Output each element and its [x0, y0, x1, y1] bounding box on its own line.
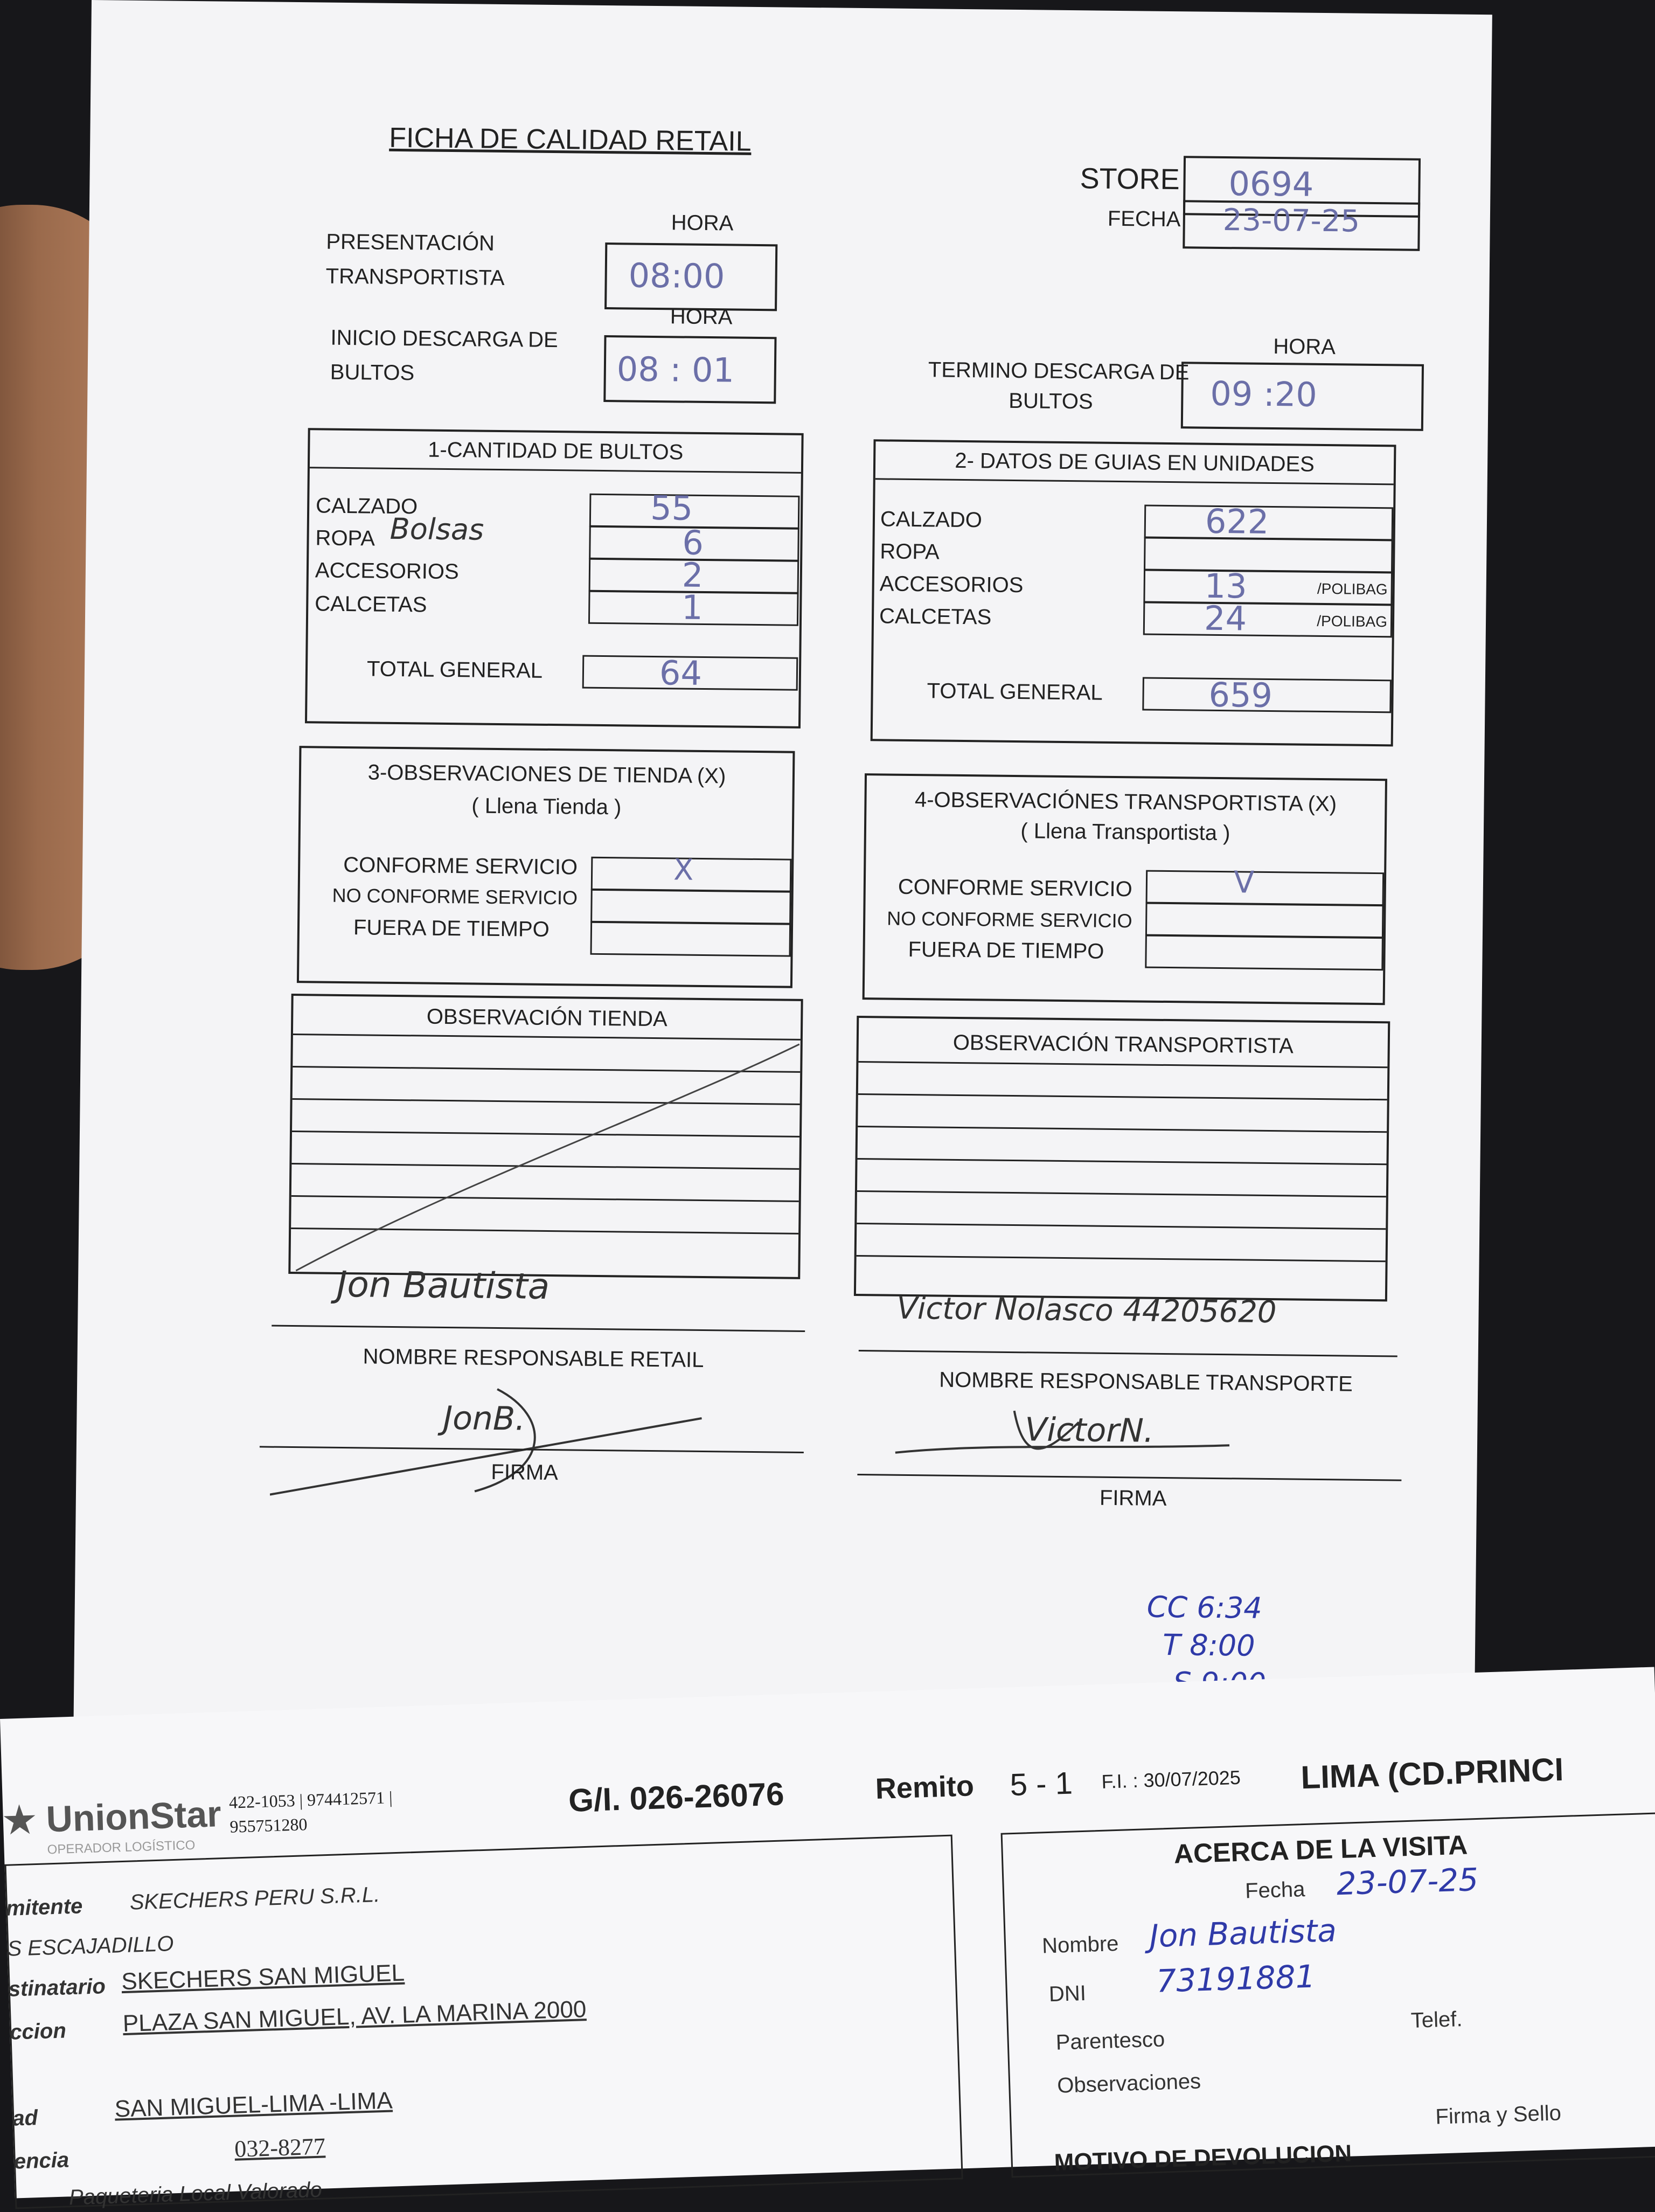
retail-firma-label: FIRMA — [491, 1460, 559, 1485]
observacion-transp-label: OBSERVACIÓN TRANSPORTISTA — [952, 1030, 1294, 1058]
fecha-box — [1183, 200, 1420, 251]
obs-tienda-fuera: FUERA DE TIEMPO — [353, 916, 550, 941]
obs-transp-cell-fuera — [1145, 935, 1383, 971]
presentacion-label-2: TRANSPORTISTA — [325, 264, 505, 290]
obs-transp-sub: ( Llena Transportista ) — [1020, 819, 1230, 845]
hora-label-2: HORA — [670, 304, 733, 329]
rule — [858, 1093, 1387, 1100]
remitente-value: SKECHERS PERU S.R.L. — [129, 1883, 380, 1915]
inicio-label-2: BULTOS — [330, 360, 415, 385]
service-type: Paqueteria Local Valorado — [68, 2178, 323, 2210]
guias-label-ropa: ROPA — [880, 539, 940, 564]
observacion-transp-box — [854, 1016, 1390, 1301]
presentacion-box — [604, 242, 777, 311]
bultos-total-label: TOTAL GENERAL — [366, 657, 543, 683]
transp-label: NOMBRE RESPONSABLE TRANSPORTE — [939, 1368, 1353, 1396]
star-icon: ★ — [2, 1799, 37, 1841]
obs-transp-fuera: FUERA DE TIEMPO — [908, 937, 1104, 963]
escajadillo: S ESCAJADILLO — [6, 1932, 174, 1961]
destinatario-label: stinatario — [8, 1974, 106, 2001]
obs-tienda-sub: ( Llena Tienda ) — [471, 794, 622, 820]
ciudad-label: ad — [12, 2106, 38, 2131]
bultos-total-value: 64 — [659, 653, 703, 693]
retail-signature: JonB. — [443, 1399, 526, 1438]
transp-firma-label: FIRMA — [1099, 1486, 1167, 1511]
fecha-value: 23-07-25 — [1222, 203, 1360, 239]
retail-label: NOMBRE RESPONSABLE RETAIL — [363, 1344, 704, 1372]
obs-transp-section — [863, 773, 1387, 1005]
observacion-tienda-label: OBSERVACIÓN TIENDA — [426, 1004, 667, 1031]
guias-total-label: TOTAL GENERAL — [927, 679, 1103, 705]
guias-value-accesorios: 13 — [1204, 566, 1248, 606]
remito-value: 5 - 1 — [1009, 1765, 1073, 1803]
observacion-tienda-box — [288, 994, 803, 1279]
transp-name: Victor Nolasco 44205620 — [896, 1291, 1277, 1330]
transp-signature-stroke — [884, 1388, 1316, 1479]
referencia-value: 032-8277 — [234, 2133, 326, 2162]
guias-suffix-accesorios: /POLIBAG — [1317, 580, 1388, 598]
guias-cell-calzado — [1144, 501, 1394, 542]
fi-date: F.I. : 30/07/2025 — [1101, 1766, 1241, 1793]
obs-transp-mark: V — [1233, 865, 1255, 900]
obs-tienda-header: 3-OBSERVACIONES DE TIENDA (X) — [367, 760, 726, 788]
inicio-box — [603, 335, 776, 404]
guias-label-calzado: CALZADO — [880, 507, 983, 532]
visita-title: ACERCA DE LA VISITA — [1173, 1829, 1468, 1869]
termino-box — [1181, 362, 1424, 431]
visita-nombre-label: Nombre — [1041, 1931, 1119, 1958]
hora-label-1: HORA — [671, 211, 734, 235]
bultos-total-cell — [582, 655, 798, 691]
inicio-value: 08 : 01 — [616, 349, 735, 390]
bultos-value-accesorios: 2 — [682, 555, 704, 595]
guias-suffix-calcetas: /POLIBAG — [1317, 612, 1388, 630]
visita-dni-label: DNI — [1048, 1981, 1087, 2007]
obs-tienda-cell-conforme — [591, 852, 792, 892]
termino-value: 09 :20 — [1210, 373, 1318, 414]
obs-tienda-conforme: CONFORME SERVICIO — [343, 852, 578, 879]
guias-cell-accesorios — [1143, 566, 1393, 606]
obs-tienda-cell-no-conforme — [590, 889, 791, 925]
fecha-label: FECHA — [1107, 206, 1181, 232]
bultos-header: 1-CANTIDAD DE BULTOS — [310, 430, 802, 474]
guias-cell-calcetas — [1143, 598, 1393, 639]
bultos-note-ropa: Bolsas — [390, 511, 484, 547]
remito-label: Remito — [874, 1770, 975, 1806]
rule — [858, 1126, 1387, 1133]
guias-label-accesorios: ACCESORIOS — [879, 572, 1024, 598]
bultos-label-ropa: ROPA — [315, 526, 375, 551]
obs-tienda-cell-fuera — [590, 921, 791, 957]
guia-number: G/I. 026-26076 — [568, 1776, 785, 1819]
retail-name: Jon Bautista — [336, 1263, 550, 1308]
obs-tienda-section — [297, 746, 795, 988]
termino-label-1: TERMINO DESCARGA DE — [928, 358, 1190, 385]
remitente-label: mitente — [5, 1894, 83, 1920]
destinatario-value: SKECHERS SAN MIGUEL — [121, 1959, 405, 1995]
rule — [857, 1255, 1386, 1262]
guias-section — [871, 439, 1396, 746]
bultos-value-calzado: 55 — [650, 488, 693, 528]
obs-transp-no-conforme: NO CONFORME SERVICIO — [887, 907, 1132, 932]
rule — [857, 1190, 1386, 1197]
visita-nombre-value: Jon Bautista — [1149, 1912, 1337, 1955]
note-cc: CC 6:34 — [1146, 1590, 1263, 1625]
visita-telef-label: Telef. — [1410, 2007, 1463, 2033]
brand-name: UnionStar — [45, 1793, 222, 1840]
direccion-value: PLAZA SAN MIGUEL, AV. LA MARINA 2000 — [122, 1996, 587, 2037]
visita-fecha-label: Fecha — [1244, 1877, 1305, 1903]
guias-value-calzado: 622 — [1205, 501, 1269, 542]
rule — [858, 1158, 1387, 1165]
guias-total-value: 659 — [1208, 675, 1273, 716]
phones-2: 955751280 — [229, 1814, 308, 1836]
transp-name-line — [859, 1350, 1397, 1357]
bultos-cell-calcetas — [588, 587, 799, 627]
obs-transp-cell-conforme — [1146, 865, 1385, 906]
ciudad-value: SAN MIGUEL-LIMA -LIMA — [114, 2087, 393, 2123]
guias-header: 2- DATOS DE GUIAS EN UNIDADES — [875, 441, 1394, 485]
bultos-value-ropa: 6 — [682, 523, 704, 563]
rule — [857, 1223, 1386, 1230]
motivo-devolucion-label: MOTIVO DE DEVOLUCION — [1054, 2140, 1352, 2176]
bultos-section — [305, 428, 804, 729]
store-value: 0694 — [1228, 164, 1314, 204]
inicio-label-1: INICIO DESCARGA DE — [330, 325, 558, 352]
city: LIMA (CD.PRINCI — [1300, 1751, 1564, 1796]
shipping-slip — [0, 1667, 1655, 2210]
obs-transp-conforme: CONFORME SERVICIO — [898, 875, 1132, 902]
retail-name-line — [272, 1325, 805, 1332]
guias-cell-ropa — [1144, 537, 1393, 573]
visita-dni-value: 73191881 — [1156, 1958, 1316, 2000]
unionstar-logo — [3, 1793, 222, 1842]
visita-obs-label: Observaciones — [1056, 2069, 1201, 2098]
presentacion-label-1: PRESENTACIÓN — [326, 230, 495, 255]
presentacion-value: 08:00 — [628, 255, 725, 296]
rule — [858, 1061, 1387, 1068]
guias-total-cell — [1142, 675, 1392, 716]
note-t: T 8:00 — [1162, 1627, 1255, 1663]
strike-through-line — [290, 996, 801, 1277]
visita-fecha-value: 23-07-25 — [1336, 1861, 1479, 1903]
bultos-label-calzado: CALZADO — [315, 494, 418, 519]
obs-transp-cell-no-conforme — [1145, 903, 1384, 939]
store-label: STORE — [1080, 162, 1180, 196]
phones-1: 422-1053 | 974412571 | — [228, 1787, 393, 1812]
firma-sello-label: Firma y Sello — [1435, 2101, 1562, 2129]
form-title: FICHA DE CALIDAD RETAIL — [389, 122, 752, 157]
referencia-label: encia — [13, 2148, 69, 2174]
guias-value-calcetas: 24 — [1204, 598, 1247, 639]
direccion-label: ccion — [9, 2019, 67, 2044]
guias-label-calcetas: CALCETAS — [879, 604, 992, 629]
transp-signature: VictorN. — [1024, 1411, 1155, 1450]
brand-sub: OPERADOR LOGÍSTICO — [47, 1837, 196, 1857]
bultos-value-calcetas: 1 — [681, 587, 704, 627]
form-page — [73, 0, 1492, 1766]
obs-tienda-mark: X — [673, 852, 694, 887]
bultos-label-calcetas: CALCETAS — [315, 592, 427, 617]
hora-label-3: HORA — [1273, 335, 1336, 359]
obs-tienda-no-conforme: NO CONFORME SERVICIO — [332, 884, 578, 909]
visita-parentesco-label: Parentesco — [1055, 2027, 1165, 2055]
obs-transp-header: 4-OBSERVACIÓNES TRANSPORTISTA (X) — [914, 788, 1337, 816]
termino-label-2: BULTOS — [1009, 389, 1093, 414]
bultos-label-accesorios: ACCESORIOS — [315, 558, 459, 584]
